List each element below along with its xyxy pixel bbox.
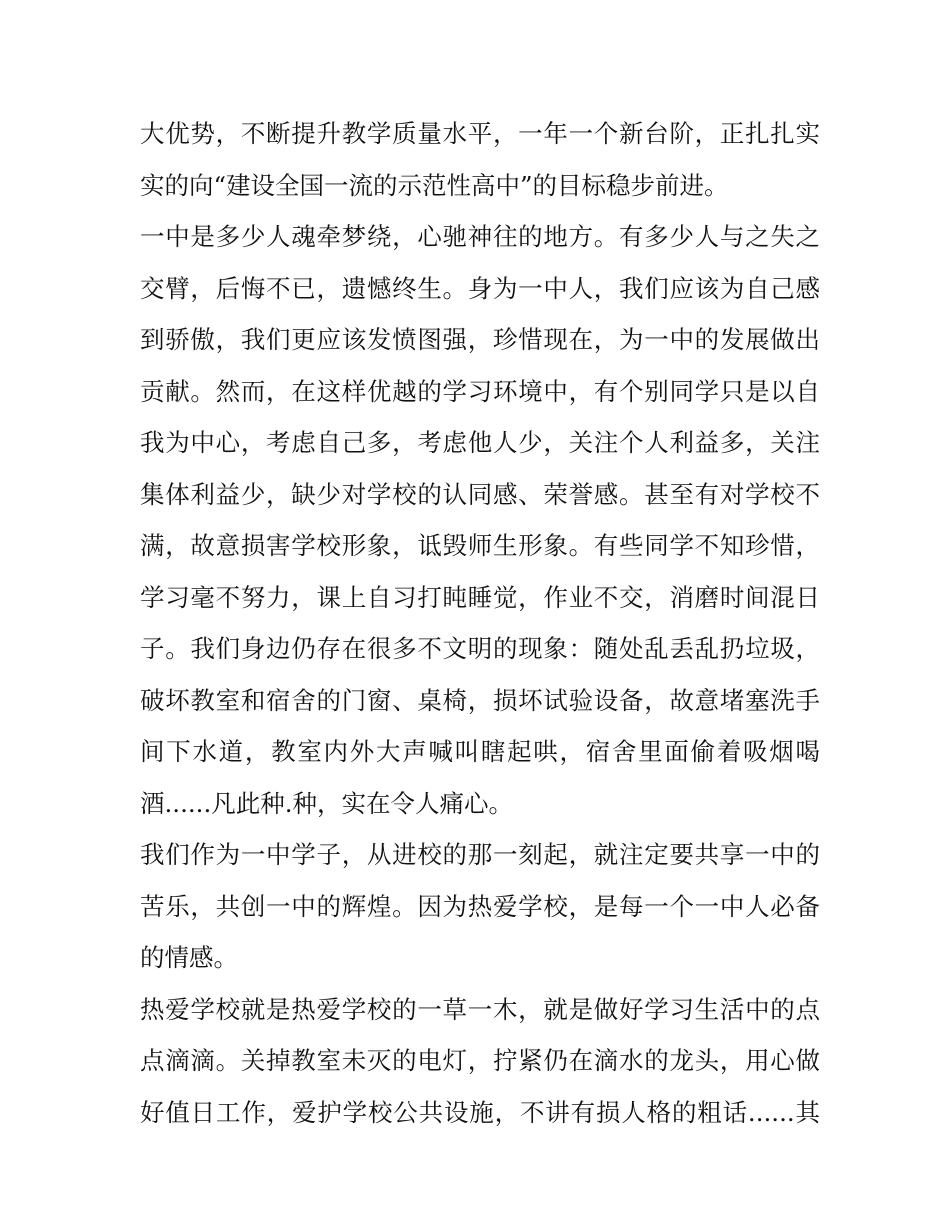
text-line-1: 大优势，不断提升教学质量水平，一年一个新台阶，正扎扎实 xyxy=(140,119,820,148)
text-line-5: 到骄傲，我们更应该发愤图强，珍惜现在，为一中的发展做出 xyxy=(140,325,820,354)
text-line-17: 的情感。 xyxy=(140,943,238,972)
text-line-15: 我们作为一中学子，从进校的那一刻起，就注定要共享一中的 xyxy=(140,840,820,869)
text-line-6: 贡献。然而，在这样优越的学习环境中，有个别同学只是以自 xyxy=(140,376,820,406)
body-text xyxy=(140,108,820,1138)
text-line-13: 间下水道，教室内外大声喊叫瞎起哄，宿舍里面偷着吸烟喝 xyxy=(140,737,820,766)
text-line-18: 热爱学校就是热爱学校的一草一木，就是做好学习生活中的点 xyxy=(140,994,820,1024)
text-line-12: 破坏教室和宿舍的门窗、桌椅，损坏试验设备，故意堵塞洗手 xyxy=(140,685,820,715)
text-line-4: 交臂，后悔不已，遗憾终生。身为一中人，我们应该为自己感 xyxy=(140,273,820,303)
text-line-14: 酒......凡此种.种，实在令人痛心。 xyxy=(140,788,514,818)
text-line-7: 我为中心，考虑自己多，考虑他人少，关注个人利益多，关注 xyxy=(140,428,820,457)
text-line-2: 实的向“建设全国一流的示范性高中”的目标稳步前进。 xyxy=(140,170,729,200)
text-line-19: 点滴滴。关掉教室未灭的电灯，拧紧仍在滴水的龙头，用心做 xyxy=(140,1046,820,1075)
text-line-8: 集体利益少，缺少对学校的认同感、荣誉感。甚至有对学校不 xyxy=(140,479,820,509)
text-line-3: 一中是多少人魂牵梦绕，心驰神往的地方。有多少人与之失之 xyxy=(140,222,820,251)
text-line-16: 苦乐，共创一中的辉煌。因为热爱学校，是每一个一中人必备 xyxy=(140,891,820,921)
text-line-10: 学习毫不努力，课上自习打盹睡觉，作业不交，消磨时间混日 xyxy=(140,582,820,612)
text-line-9: 满，故意损害学校形象，诋毁师生形象。有些同学不知珍惜， xyxy=(140,531,820,560)
text-line-11: 子。我们身边仍存在很多不文明的现象：随处乱丢乱扔垃圾， xyxy=(140,634,820,663)
text-line-20: 好值日工作，爱护学校公共设施，不讲有损人格的粗话......其 xyxy=(140,1097,820,1127)
